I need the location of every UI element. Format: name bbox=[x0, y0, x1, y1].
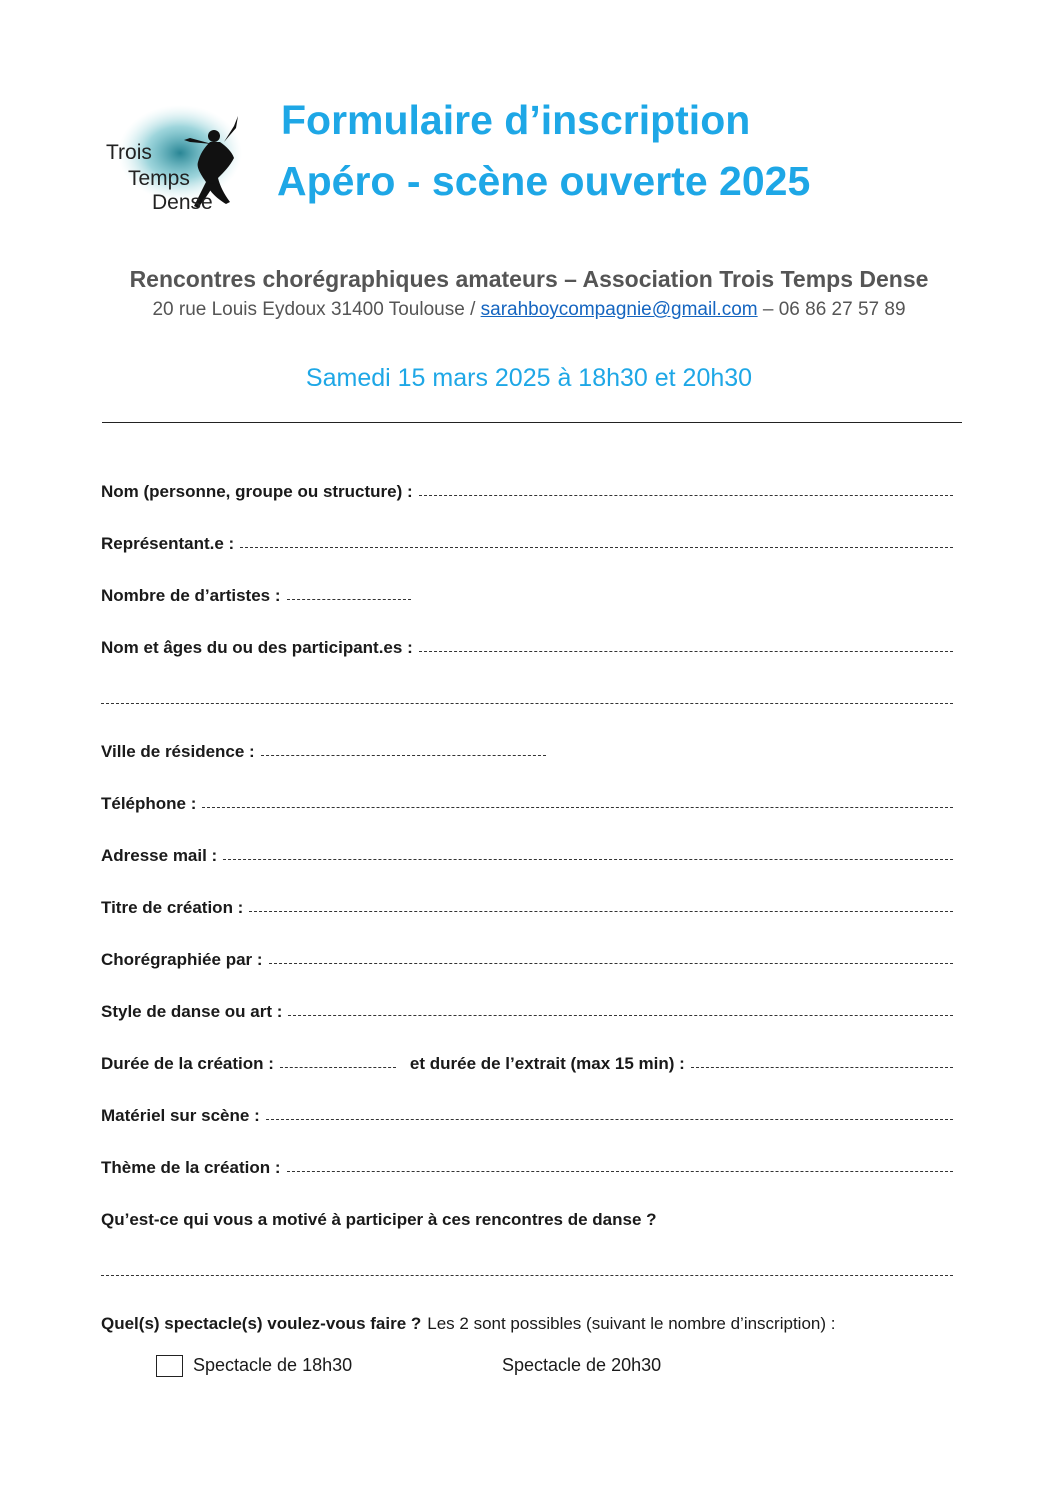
field-titre bbox=[101, 894, 953, 918]
field-choregraphie bbox=[101, 946, 953, 970]
field-noms-ages-input-line-2[interactable] bbox=[101, 703, 953, 704]
field-choregraphie-input-line[interactable] bbox=[269, 963, 953, 964]
address: 20 rue Louis Eydoux 31400 Toulouse / bbox=[152, 299, 476, 320]
field-motivation-label: Qu’est-ce qui vous a motivé à participer à ces rencontres de danse ? bbox=[101, 1210, 657, 1229]
event-date: Samedi 15 mars 2025 à 18h30 et 20h30 bbox=[305, 364, 753, 392]
field-ville-label: Ville de résidence : bbox=[101, 742, 255, 761]
logo-text-temps: Temps bbox=[128, 167, 190, 190]
field-theme bbox=[101, 1154, 953, 1178]
field-motivation-input-line[interactable] bbox=[101, 1275, 953, 1276]
field-mail bbox=[101, 842, 953, 866]
field-mail-input-line[interactable] bbox=[223, 859, 953, 860]
field-choregraphie-label: Chorégraphiée par : bbox=[101, 950, 263, 969]
field-motivation bbox=[101, 1206, 953, 1230]
field-titre-label: Titre de création : bbox=[101, 898, 244, 917]
field-style-input-line[interactable] bbox=[288, 1015, 953, 1016]
field-spectacle bbox=[101, 1310, 953, 1334]
checkbox-spectacle-18h30[interactable] bbox=[156, 1355, 183, 1377]
field-ville-input-line[interactable] bbox=[261, 755, 546, 756]
field-noms-ages-input-line[interactable] bbox=[419, 651, 953, 652]
field-spectacle-label: Quel(s) spectacle(s) voulez-vous faire ? bbox=[101, 1314, 422, 1333]
field-noms-ages bbox=[101, 634, 953, 658]
field-representant-input-line[interactable] bbox=[240, 547, 953, 548]
field-nom-label: Nom (personne, groupe ou structure) : bbox=[101, 482, 413, 501]
logo-text-trois: Trois bbox=[106, 141, 152, 164]
field-duree-extrait-input-line[interactable] bbox=[691, 1067, 953, 1068]
field-duree bbox=[101, 1050, 953, 1074]
field-nom-input-line[interactable] bbox=[419, 495, 953, 496]
page-title-line-2: Apéro - scène ouverte 2025 bbox=[277, 158, 811, 204]
logo-text-dense: Dense bbox=[152, 191, 213, 214]
field-representant-label: Représentant.e : bbox=[101, 534, 235, 553]
field-style-label: Style de danse ou art : bbox=[101, 1002, 283, 1021]
field-noms-ages-label: Nom et âges du ou des participant.es : bbox=[101, 638, 413, 657]
field-telephone-label: Téléphone : bbox=[101, 794, 197, 813]
option-spectacle-18h30-label: Spectacle de 18h30 bbox=[193, 1355, 353, 1375]
subtitle: Rencontres chorégraphiques amateurs – Association Trois Temps Dense bbox=[129, 266, 929, 292]
field-nombre-artistes bbox=[101, 582, 953, 606]
field-telephone-input-line[interactable] bbox=[202, 807, 953, 808]
field-representant bbox=[101, 530, 953, 554]
email-link[interactable]: sarahboycompagnie@gmail.com bbox=[480, 299, 758, 320]
phone: – 06 86 27 57 89 bbox=[762, 299, 906, 320]
field-ville bbox=[101, 738, 953, 762]
field-noms-ages-continued bbox=[101, 686, 953, 710]
contact-line bbox=[0, 299, 1058, 321]
logo bbox=[98, 98, 248, 223]
field-motivation-answer bbox=[101, 1258, 953, 1282]
field-materiel-label: Matériel sur scène : bbox=[101, 1106, 260, 1125]
field-mail-label: Adresse mail : bbox=[101, 846, 218, 865]
separator bbox=[102, 422, 962, 423]
page-title-line-1: Formulaire d’inscription bbox=[281, 97, 751, 143]
field-nombre-artistes-input-line[interactable] bbox=[287, 599, 411, 600]
field-theme-label: Thème de la création : bbox=[101, 1158, 281, 1177]
field-nombre-artistes-label: Nombre de d’artistes : bbox=[101, 586, 281, 605]
field-style bbox=[101, 998, 953, 1022]
field-nom bbox=[101, 478, 953, 502]
field-theme-input-line[interactable] bbox=[287, 1171, 954, 1172]
field-duree-input-line[interactable] bbox=[280, 1067, 396, 1068]
field-duree-extrait-label: et durée de l’extrait (max 15 min) : bbox=[409, 1054, 685, 1073]
field-materiel bbox=[101, 1102, 953, 1126]
field-spectacle-note: Les 2 sont possibles (suivant le nombre d’inscription) : bbox=[427, 1314, 836, 1333]
field-titre-input-line[interactable] bbox=[249, 911, 953, 912]
option-spectacle-20h30-label: Spectacle de 20h30 bbox=[502, 1355, 662, 1375]
field-telephone bbox=[101, 790, 953, 814]
field-materiel-input-line[interactable] bbox=[266, 1119, 953, 1120]
field-duree-label: Durée de la création : bbox=[101, 1054, 274, 1073]
